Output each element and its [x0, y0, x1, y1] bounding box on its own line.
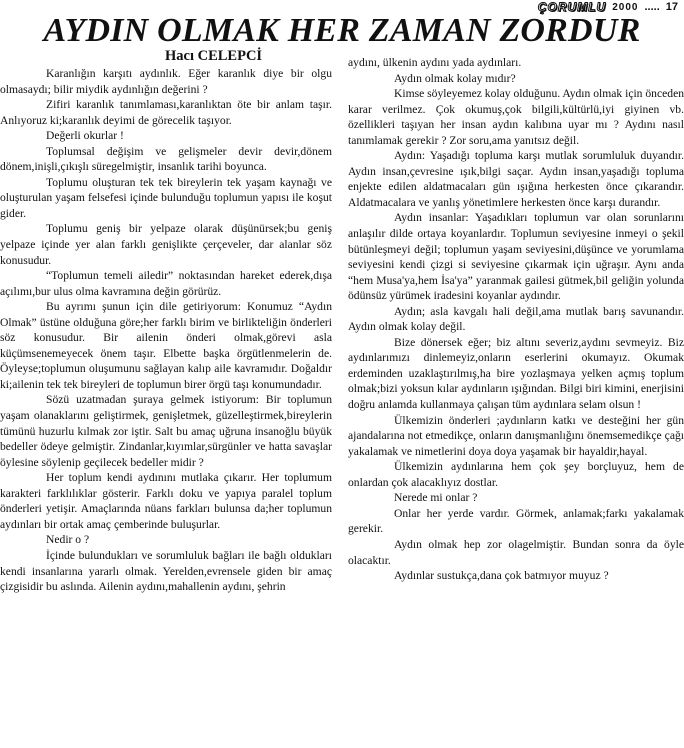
paragraph: Aydınlar sustukça,dana çok batmıyor muyuz ? [394, 569, 609, 583]
paragraph: Kimse söyleyemez kolay olduğunu. Aydın olmak için önceden karar verilmez. Çok okumuş,çok bilgili,kültürlü,iyi giyinen vb. özellikleri taşıyan her insan aydın kalıbına uyar mı ? Aydını nasıl tanımlamak gerekir ? Zor soru,ama yanıtsız değil. [348, 87, 684, 147]
paragraph: Nedir o ? [46, 533, 90, 547]
paragraph: Karanlığın karşıtı aydınlık. Eğer karanlık diye bir olgu olmasaydı; bilir miydik aydınlığın değerini ? [0, 67, 332, 96]
paragraph: İçinde bulundukları ve sorumluluk bağları ile bağlı oldukları kendi insanlarına yararlı olmak. Yerelden,evrensele giden bir amaç çizgisidir bu aslında. Ailenin aydını,mahallenin aydını, şehrin [0, 548, 332, 594]
paragraph: Aydın: Yaşadığı topluma karşı mutlak sorumluluk duyandır. Aydın insan,çevresine ışık,bilgi saçar. Aydın insan,yaşadığı topluma enjekte edilen aldatmacaları gün ışığına herkesten önce çıkarandır. Aldatmacalara ve yanlış yönetimlere herkesten önce karşı durandır. [348, 149, 684, 209]
paragraph: Toplumu geniş bir yelpaze olarak düşünürsek;bu geniş yelpaze içinde yer alan farklı genişlikte çerçeveler, dar alanlar söz konusudur. [0, 222, 332, 267]
publication-name: ÇORUMLU [537, 0, 607, 14]
paragraph: Ülkemizin önderleri ;aydınların katkı ve desteğini her gün ajandalarına not etmedikçe, onların danışmanlığını önemsemedikçe çağı yakalamak ve nimetlerini doya doya yaşamak bir hayaldir,hayal. [348, 413, 684, 458]
left-column [0, 66, 332, 595]
paragraph: Bize dönersek eğer; biz altını severiz,aydını sevmeyiz. Biz aydınlarımızı dinlemeyiz,onların eserlerini okumayız. Okumak erdeminden uzaklaştırılmış,ha bire yozlaşmaya yelken açmış toplum olmak;bizi yoksun kılar aydınların ışığından. Bilgi biri kimini, enerjisini doğru anlamda kullanmaya çalışan tüm aydınlara selam olsun ! [348, 335, 684, 412]
paragraph: Aydın olmak kolay mıdır? [394, 71, 516, 85]
paragraph: Zifiri karanlık tanımlaması,karanlıktan öte bir anlam taşır. Anlıyoruz ki;karanlık deyimi de görecelik taşıyor. [0, 98, 332, 127]
page-number: 17 [665, 1, 678, 13]
paragraph: Aydın; asla kavgalı hali değil,ama mutlak barış savunandır. Aydın olmak kolay değil. [348, 304, 684, 334]
paragraph: Toplumu oluşturan tek tek bireylerin tek yaşam kaynağı ve oluşturulan yaşam felsefesi içinde bulunduğu toplumun yapısı ile koşut gider. [0, 175, 332, 220]
paragraph: Aydın insanlar: Yaşadıkları toplumun var olan sorunlarını anlaşılır dilde ortaya koyanlardır. Toplumun seviyesine inmeyi o şekil bütünleşmeyi değil; toplumun yaşam seviyesini,düşünce ve yorumlama seviyesini kendi çizgi si seviyesine çıkarmak için uğraşır. Aynı anda “hem Musa'ya,hem İsa'ya” yaranmak gailesi gütmek,bil geliğin yolunda ödünsüz yürümek iradesini koyanlar aydındır. [348, 211, 684, 303]
issue-year: 2000 [612, 1, 639, 13]
header-dots: ..... [644, 1, 660, 13]
paragraph: “Toplumun temeli ailedir” noktasından hareket ederek,dışa açılımı,bur ulus olma kavramına değin görürüz. [0, 269, 332, 298]
paragraph: Nerede mi onlar ? [394, 491, 478, 505]
article-author: Hacı CELEPCİ [165, 48, 263, 64]
paragraph: aydını, ülkenin aydını yada aydınları. [348, 56, 522, 69]
paragraph: Değerli okurlar ! [46, 129, 124, 143]
right-column [348, 55, 684, 584]
paragraph: Onlar her yerde vardır. Görmek, anlamak;farkı yakalamak gerekir. [348, 506, 684, 536]
article-title: AYDIN OLMAK HER ZAMAN ZORDUR [43, 12, 641, 49]
paragraph: Sözü uzatmadan şuraya gelmek istiyorum: Bir toplumun yaşam olanaklarını geliştirmek, genişletmek, güzelleştirmek,bireylerin tümünü huzurlu kılmak zor iştir. Salt bu amaç uğruna insanoğlu büyük bedeller ödeye gelmiştir. Zindanlar,kıyımlar,sürgünler ve hatta savaşlar öylesine söylenip geçilecek bedeller midir ? [0, 393, 332, 469]
paragraph: Toplumsal değişim ve gelişmeler devir devir,dönem dönem,inişli,çıkışlı süregelmiştir, insanlık tarihi boyunca. [0, 144, 332, 174]
paragraph: Her toplum kendi aydınını mutlaka çıkarır. Her toplumum karakteri farklılıklar gösterir. Farklı doku ve yapıya paralel toplum önderleri yetişir. Amaçlarında nüans farkları bulunsa da;her toplumun aydınları bir ortak amaç çemberinde buluşurlar. [0, 471, 332, 531]
paragraph: Aydın olmak hep zor olagelmiştir. Bundan sonra da öyle olacaktır. [348, 537, 684, 567]
paragraph: Ülkemizin aydınlarına hem çok şey borçluyuz, hem de onlardan çok alacaklıyız dostlar. [348, 460, 684, 489]
paragraph: Bu ayrımı şunun için dile getiriyorum: Konumuz “Aydın Olmak” üstüne olduğuna göre;her farklı birim ve birlikteliğin önderleri söz konusudur. Bir ailenin önderi olmak,görevi asla küçümsenemeyecek önem taşır. Elbette başka örgütlenmelerin de. Öyleyse;toplumun oluşumunu sağlayan kalıp aile kavramıdır. Doğaldır ki;ailenin tek tek bireyleri de toplumun birer örgü taşı konumundadır. [0, 300, 332, 391]
